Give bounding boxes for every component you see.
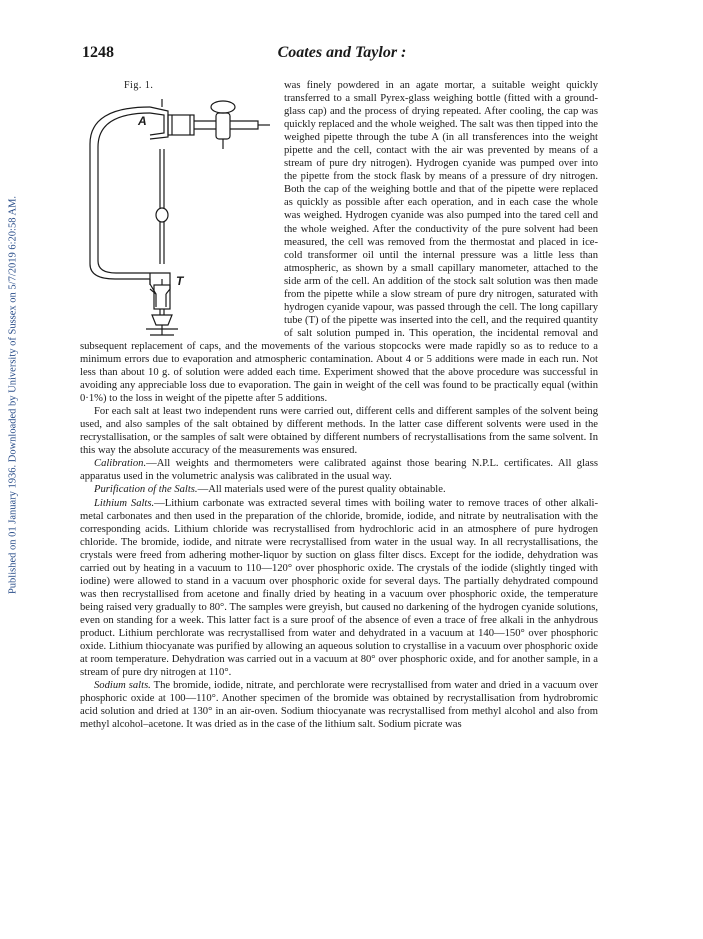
calibration-heading: Calibration.	[94, 458, 147, 470]
article-body	[80, 79, 598, 731]
lithium-text: —Lithium carbonate was extracted several times with boiling water to remove traces of other alkali-metal carbonates and then used in the preparation of the chloride, bromide, iodide, and nitrate by neutralisation with the corresponding acids. Lithium chloride was recrystallised from hydrochloric acid in an atmosphere of pure hydrogen chloride. The bromide, iodide, and nitrate were recrystallised from water in the usual way. In all recrystallisations, the crystals were freed from adhering mother-liquor by suction on glass filter discs. Except for the iodide, dehydration was carried out by heating in a vacuum to 110—120° over phosphoric oxide. The crystals of the iodide (slightly tinged with iodine) were allowed to stand in a vacuum over phosphoric oxide for several days. The partially dehydrated compound was then recrystallised from acetone and finally dried by heating in a vacuum over phosphoric oxide, the temperature being raised very gradually to 80°. The samples were greyish, but caused no darkening of the hydrogen cyanide solutions, even on standing for a week. This latter fact is a sure proof of the absence of even a trace of free alkali in the anhydrous product. Lithium perchlorate was recrystallised from water and dehydrated in a vacuum at 140—150° over phosphoric oxide. Lithium thiocyanate was purified by allowing an aqueous solution to crystallise in a vacuum over phosphoric oxide at room temperature. Dehydration was carried out in a vacuum at 80° over phosphoric oxide, and for another sample, in a stream of pure dry nitrogen at 110°.	[80, 497, 598, 679]
lithium-heading: Lithium Salts.	[94, 497, 155, 509]
page-header	[82, 44, 602, 66]
capillary-t-label: T	[176, 274, 184, 288]
purification-text: —All materials used were of the purest quality obtainable.	[197, 484, 446, 496]
purification-heading: Purification of the Salts.	[94, 484, 198, 496]
pipette-diagram	[80, 89, 278, 337]
paragraph-calibration	[80, 457, 598, 483]
sodium-heading: Sodium salts.	[94, 680, 151, 692]
figure-1	[80, 79, 278, 337]
paragraph-purification	[80, 483, 598, 496]
paragraph-procedure-text: was finely powdered in an agate mortar, a suitable weight quickly transferred to a small Pyrex-glass weighing bottle (fitted with a ground-glass cap) and the process of drying repeated. After cooling, the cap was quickly replaced and the whole weighed. The salt was then tipped into the weighed pipette through the tube A (in all transferences into the weight pipette and the cell, contact with the air was prevented by means of a stream of pure dry nitrogen). Hydrogen cyanide was pumped over into the pipette from the stock flask by means of a pressure of dry nitrogen. Both the cap of the weighing bottle and that of the pipette were replaced as quickly as possible after each operation, and in each case the whole was weighed. Hydrogen cyanide was also pumped into the tared cell and the whole weighed. After the conductivity of the pure solvent had been measured, the cell was removed from the thermostat and placed in ice-cold transformer oil until the internal pressure was a little less than atmospheric, as shown by a small capillary manometer, attached to the side arm of the cell. An addition of the stock salt solution was then made from the pipette while a slow stream of pure dry nitrogen, saturated with hydrogen cyanide vapour, was passed through the cell. The long capillary tube (T) of the pipette was inserted into the cell, and the required quantity of salt solution pumped in. This operation, the incidental removal and subsequent replacement of caps, and the movements of the various stopcocks were made rapidly so as to reduce to a minimum errors due to evaporation and atmospheric contamination. About 4 or 5 additions were made in each run. Not less than about 10 g. of solution were added each time. Experiment showed that the above procedure was successful in avoiding any appreciable loss due to evaporation. The gain in weight of the cell was found to be practically equal (within 0·1%) to the loss in weight of the pipette after 5 additions.	[80, 80, 598, 405]
page-number: 1248	[82, 44, 114, 61]
paragraph-runs: For each salt at least two independent runs were carried out, different cells and different samples of the solvent being used, and also samples of the salt obtained by different methods. In the latter case different solvents were used in the recrystallisation, or the samples of salt were obtained by different numbers of recrystallisations from the same solvent. In this way the absolute accuracy of the measurements was ensured.	[80, 406, 598, 457]
paragraph-lithium-salts	[80, 497, 598, 680]
running-title: Coates and Taylor :	[277, 44, 407, 61]
calibration-text: —All weights and thermometers were calibrated against those bearing N.P.L. certificates. All glass apparatus used in the volumetric analysis was calibrated in the usual way.	[80, 458, 598, 483]
download-watermark	[0, 0, 26, 939]
figure-caption: Fig. 1.	[124, 80, 154, 91]
download-watermark-text: Published on 01 January 1936. Downloaded by University of Sussex on 5/7/2019 6:20:58 AM.	[7, 195, 19, 595]
paragraph-procedure	[80, 79, 598, 405]
sodium-text: The bromide, iodide, nitrate, and perchlorate were recrystallised from water and dried in a vacuum over phosphoric oxide at 100—110°. Another specimen of the bromide was obtained by recrystallisation from hydrobromic acid solution and dried at 130° in an air-oven. Sodium thiocyanate was recrystallised from methyl alcohol and also from methyl alcohol–acetone. It was dried as in the case of the lithium salt. Sodium picrate was	[80, 680, 598, 731]
tube-a-label: A	[138, 114, 147, 128]
paragraph-sodium-salts	[80, 679, 598, 731]
